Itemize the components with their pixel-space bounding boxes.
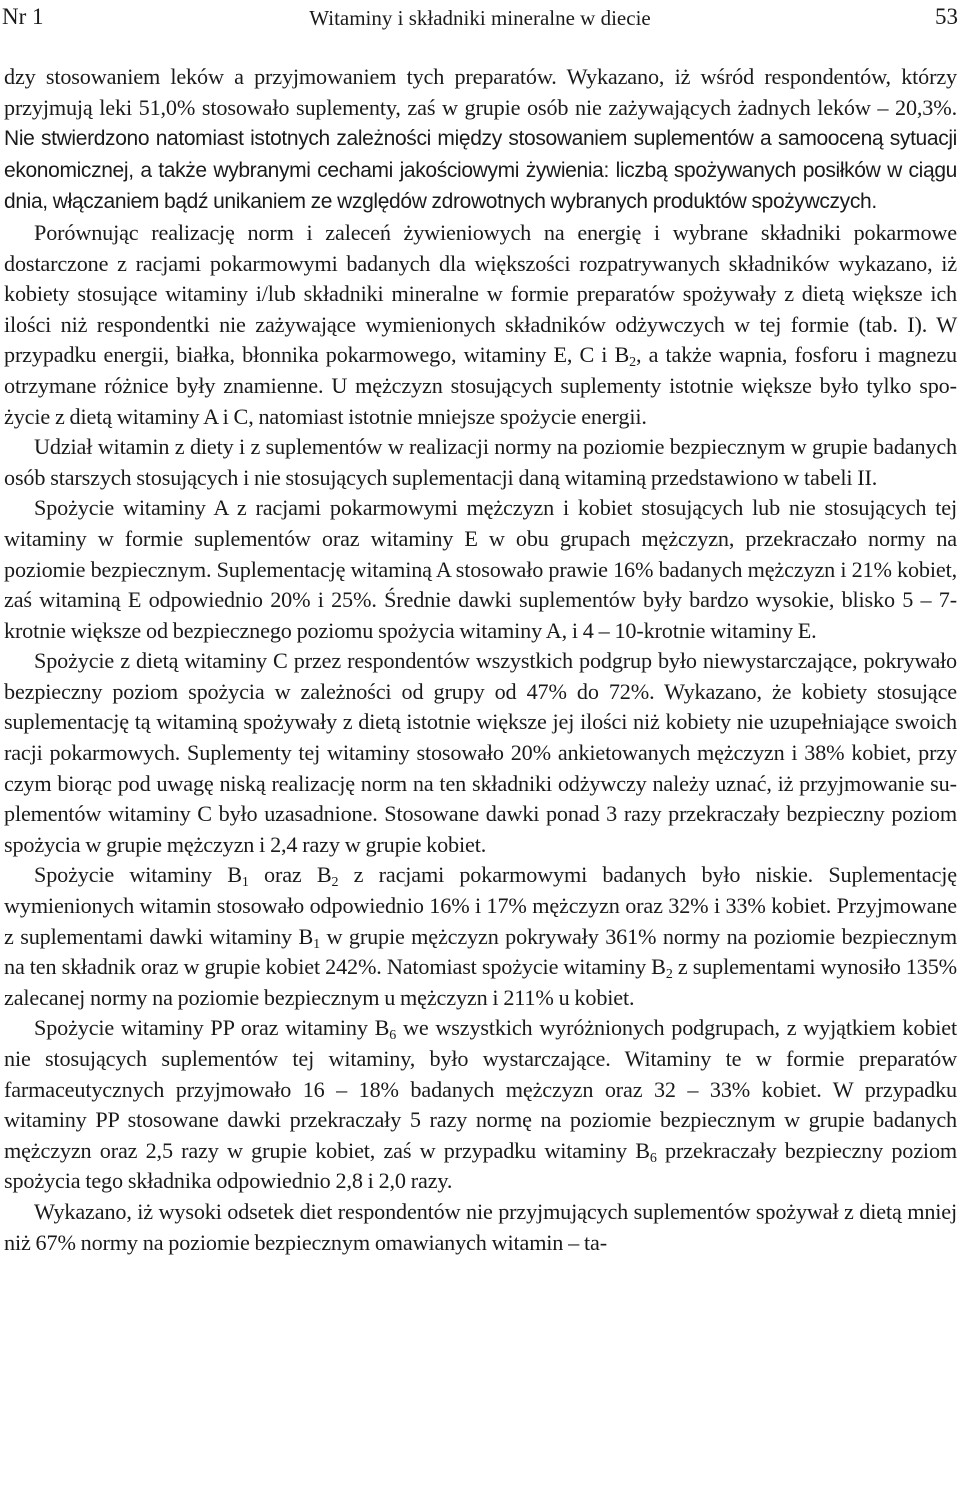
body-paragraph xyxy=(4,1013,957,1197)
text-segment: Udział witamin z diety i z suplementów w realizacji normy na poziomie bezpiecznym w grupie badanych osób starszych stosujących i nie stosujących suplementacji daną witaminą przedstawiono w tabeli II. xyxy=(4,434,957,490)
text-segment: Spożycie witaminy PP oraz witaminy B xyxy=(34,1015,390,1041)
subscript: 6 xyxy=(649,1150,657,1166)
subscript: 1 xyxy=(241,875,249,891)
page-number: 53 xyxy=(935,4,958,29)
text-segment: Wykazano, iż wysoki odsetek diet respondentów nie przyjmujących suplementów spożywał z dietą mniej niż 67% normy na poziomie bezpiecznym omawianych witamin – ta- xyxy=(4,1198,957,1255)
text-segment: dzy stosowaniem leków a przyjmowaniem tych preparatów. Wykazano, iż wśród respondentów, którzy przyjmują leki 51,0% stosowało suplementy, zaś w grupie osób nie zażywających żadnych leków – 20,3%. xyxy=(4,64,957,120)
text-segment: we wszystkich wyróżnionych podgrupach, z wyjątkiem kobiet nie stosujących suplementów tej witaminy, było wystarczające. Witaminy te w formie preparatów farmaceutycznych przyjmowało 16 – 18% badanych mężczyzn oraz 32 – 33% kobiet. W przypadku witaminy PP stosowane dawki przekraczały 5 razy normę na poziomie bezpiecznym w grupie badanych mężczyzn oraz 2,5 razy w grupie kobiet, zaś w przypadku witaminy B xyxy=(4,1015,957,1163)
text-segment: w grupie mężczyzn pokrywały 361% normy na poziomie bezpiecznym na ten składnik oraz w grupie kobiet 242%. Natomiast spożycie witaminy B xyxy=(4,923,957,980)
text-segment: Nie stwierdzono natomiast istotnych zależności między stosowaniem suplementów a samooceną sytuacji ekonomicznej, a także wybranymi cechami jakościowymi żywienia: liczbą spożywanych posiłków w ciągu dnia, włączaniem bądź unikaniem ze względów zdrowotnych wybranych produktów spożywczych. xyxy=(4,127,957,214)
text-segment: Spożycie witaminy A z racjami pokarmowymi mężczyzn i kobiet stosujących lub nie stosujących tej witaminy w formie suplementów oraz witaminy E w obu grupach mężczyzn, przekraczało normy na poziomie bezpiecznym. Suplementację witaminą A stosowało prawie 16% badanych mężczyzn i 21% kobiet, zaś witaminą E odpowiednio 20% i 25%. Średnie dawki suplementów były bardzo wysokie, blisko 5 – 7-krotnie większe od bezpiecznego poziomu spożycia witaminy A, i 4 – 10-krotnie witaminy E. xyxy=(4,495,957,643)
issue-number: Nr 1 xyxy=(2,4,44,29)
text-segment: Spożycie witaminy B xyxy=(34,862,242,888)
body-paragraph xyxy=(4,62,957,218)
subscript: 2 xyxy=(629,355,637,371)
body-paragraph xyxy=(4,860,957,1013)
running-header xyxy=(0,0,960,40)
subscript: 2 xyxy=(665,967,673,983)
article-body xyxy=(4,62,957,1258)
subscript: 1 xyxy=(313,936,320,952)
body-paragraph xyxy=(4,218,957,432)
body-paragraph xyxy=(4,432,957,493)
text-segment: Porównując realizację norm i zaleceń żywieniowych na energię i wybrane składniki pokarmowe dostarczone z racjami pokarmowymi badanych dla większości rozpatrywanych składników wykazano, iż kobiety stosujące witaminy i/lub składniki mineralne w formie preparatów spożywały z dietą większe ich ilości niż respondentki nie zażywające wymienionych składników odżywczych w tej formie (tab. I). W przypadku energii, białka, błonnika pokarmowego, witaminy E, C i B xyxy=(4,219,957,368)
running-title: Witaminy i składniki mineralne w diecie xyxy=(309,6,651,30)
text-segment: z racjami pokarmowymi badanych było niskie. Suplementację wymienionych witamin stosowało odpowiednio 16% i 17% mężczyzn oraz 32% i 33% kobiet. Przyjmowane z suplementami dawki witaminy B xyxy=(4,862,957,949)
subscript: 6 xyxy=(389,1028,397,1044)
text-segment: , a także wapnia, fosforu i magnezu otrzymane różnice były znamienne. U mężczyzn stosujących suplementy istotnie większe było tylko spożycie z dietą witaminy A i C, natomiast istotnie mniejsze spożycie energii. xyxy=(4,342,957,429)
body-paragraph xyxy=(4,1197,957,1258)
subscript: 2 xyxy=(331,875,339,891)
text-segment: przekraczały bezpieczny poziom spożycia tego składnika odpowiednio 2,8 i 2,0 razy. xyxy=(4,1137,957,1194)
text-segment: oraz B xyxy=(248,862,332,888)
text-segment: z suplementami wynosiło 135% zalecanej normy na poziomie bezpiecznym u mężczyzn i 211% u kobiet. xyxy=(4,954,957,1010)
text-segment: Spożycie z dietą witaminy C przez respondentów wszystkich podgrup było niewystarczające, pokrywało bezpieczny poziom spożycia w zależności od grupy od 47% do 72%. Wykazano, że kobiety stosujące suplementację tą witaminą spożywały z dietą istotnie większe jej ilości niż kobiety nie uzupełniające swoich racji pokarmowych. Suplementy tej witaminy stosowało 20% ankietowanych mężczyzn i 38% kobiet, przy czym biorąc pod uwagę niską realizację norm na ten składniki odżywczy należy uznać, iż przyjmowanie suplementów witaminy C było uzasadnione. Stosowane dawki ponad 3 razy przekraczały bezpieczny poziom spożycia w grupie mężczyzn i 2,4 razy w grupie kobiet. xyxy=(4,648,957,857)
body-paragraph xyxy=(4,646,957,860)
body-paragraph xyxy=(4,493,957,646)
